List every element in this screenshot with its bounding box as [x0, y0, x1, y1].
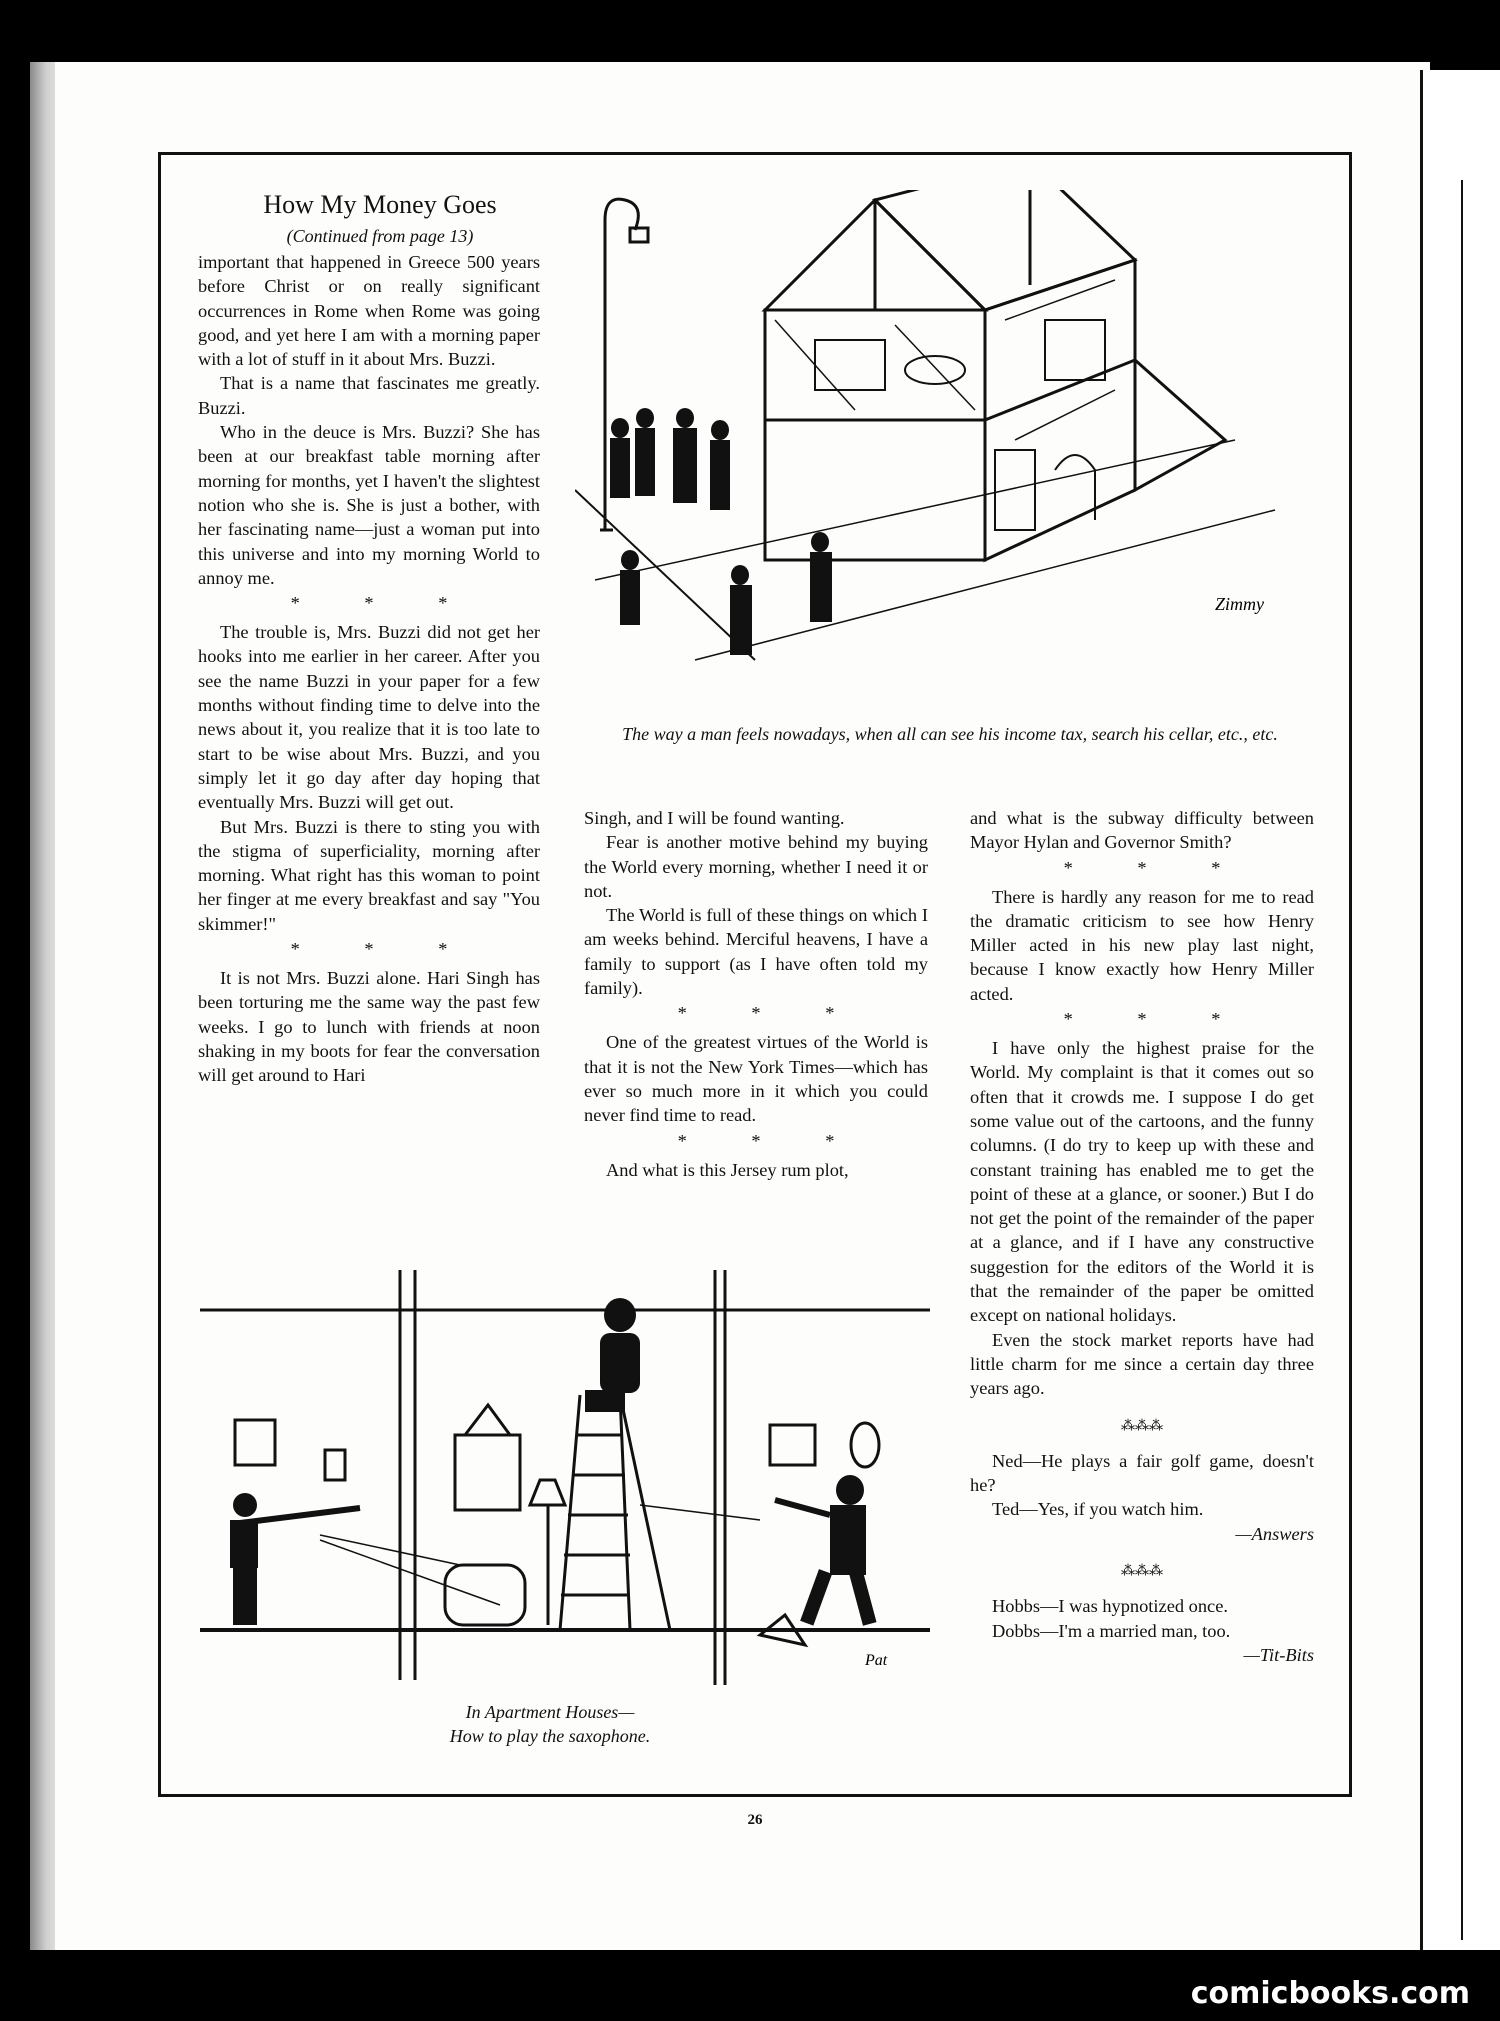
paragraph: Who in the deuce is Mrs. Buzzi? She has been at our breakfast table morning after morning for months, yet I haven't the slightest notion who she is. She is just a bother, with her fascinating name—just a woman put into this universe and into my morning World to annoy me. [198, 422, 540, 588]
caption-line: In Apartment Houses— [465, 1702, 635, 1722]
paragraph: It is not Mrs. Buzzi alone. Hari Singh has been torturing me the same way the past few weeks. I go to lunch with friends at noon shaking in my boots for fear the conversation will get around to Hari [198, 968, 540, 1086]
article-column-1 [198, 188, 540, 1088]
paragraph: I have only the highest praise for the World. My complaint is that it comes out so often that it crowds me. I suppose I do get some value out of the cartoons, and the funny columns. (I do try to keep up with these and constant training has enabled me to get the point of these at a glance, or sooner.) But I do not get the point of the remainder of the paper at a glance, and if I have any constructive suggestion for the editors of the World it is that the remainder of the paper be omitted except on national holidays. [970, 1038, 1314, 1326]
section-break: * * * [677, 1003, 865, 1024]
section-break: * * * [1063, 1009, 1251, 1030]
paragraph: Even the stock market reports have had little charm for me since a certain day three years ago. [970, 1329, 1314, 1399]
apartment-saxophone-cartoon [200, 1265, 930, 1695]
paragraph: But Mrs. Buzzi is there to sting you with the stigma of superficiality, morning after morning. What right has this woman to point her finger at me every breakfast and say "You skimmer!" [198, 816, 540, 934]
paragraph: and what is the subway difficulty between Mayor Hylan and Governor Smith? [970, 808, 1314, 853]
paragraph: There is hardly any reason for me to read the dramatic criticism to see how Henry Miller acted in his new play last night, because I know exactly how Henry Miller acted. [970, 886, 1314, 1004]
section-break: * * * [290, 593, 478, 614]
joke-source: —Tit-Bits [1243, 1644, 1314, 1665]
paragraph: And what is this Jersey rum plot, [606, 1159, 849, 1180]
ornament-divider: ⁂⁂⁂ [1121, 1564, 1163, 1580]
section-break: * * * [290, 939, 478, 960]
joke-line: Dobbs—I'm a married man, too. [992, 1620, 1231, 1641]
joke-line: Hobbs—I was hypnotized once. [992, 1596, 1228, 1617]
article-column-2 [584, 806, 928, 1182]
joke-line: Ted—Yes, if you watch him. [992, 1499, 1204, 1520]
cartoon-signature: Zimmy [1215, 594, 1264, 614]
ornament-divider: ⁂⁂⁂ [1121, 1418, 1163, 1434]
paragraph: important that happened in Greece 500 years before Christ or on really significant occurrences in Rome when Rome was going good, and yet here I am with a morning paper with a lot of stuff in it about Mrs. Buzzi. [198, 252, 540, 370]
cartoon-1-caption: The way a man feels nowadays, when all can see his income tax, search his cellar, etc., etc. [622, 724, 1278, 744]
paragraph: One of the greatest virtues of the World is that it is not the New York Times—which has ever so much more in it which you could never find time to read. [584, 1032, 928, 1126]
section-break: * * * [677, 1130, 865, 1151]
cartoon-signature: Pat [865, 1652, 888, 1669]
continued-note: (Continued from page 13) [286, 226, 474, 246]
paragraph: Singh, and I will be found wanting. [584, 808, 845, 828]
paragraph: That is a name that fascinates me greatly. Buzzi. [198, 373, 540, 418]
page-number: 26 [747, 1812, 763, 1828]
paragraph: The trouble is, Mrs. Buzzi did not get her hooks into me earlier in her career. After you see the name Buzzi in your paper for a few months without finding time to delve into the news about it, you realize that it is too late to start to be wise about Mrs. Buzzi, and you simply let it go day after day hoping that eventually Mrs. Buzzi will get out. [198, 622, 540, 813]
cartoon-2-caption [370, 1700, 730, 1748]
article-title: How My Money Goes [263, 190, 497, 219]
watermark: comicbooks.com [1190, 1976, 1470, 2011]
paragraph: The World is full of these things on which I am weeks behind. Merciful heavens, I have a family to support (as I have often told my family). [584, 905, 928, 999]
caption-line: How to play the saxophone. [449, 1726, 651, 1746]
paragraph: Fear is another motive behind my buying the World every morning, whether I need it or not. [584, 832, 928, 901]
section-break: * * * [1063, 857, 1251, 878]
joke-line: Ned—He plays a fair golf game, doesn't he? [970, 1450, 1314, 1496]
facing-page-edge [1420, 70, 1500, 1950]
article-column-3 [970, 806, 1314, 1667]
glass-house-cartoon [575, 190, 1325, 690]
joke-source: —Answers [1235, 1523, 1314, 1544]
